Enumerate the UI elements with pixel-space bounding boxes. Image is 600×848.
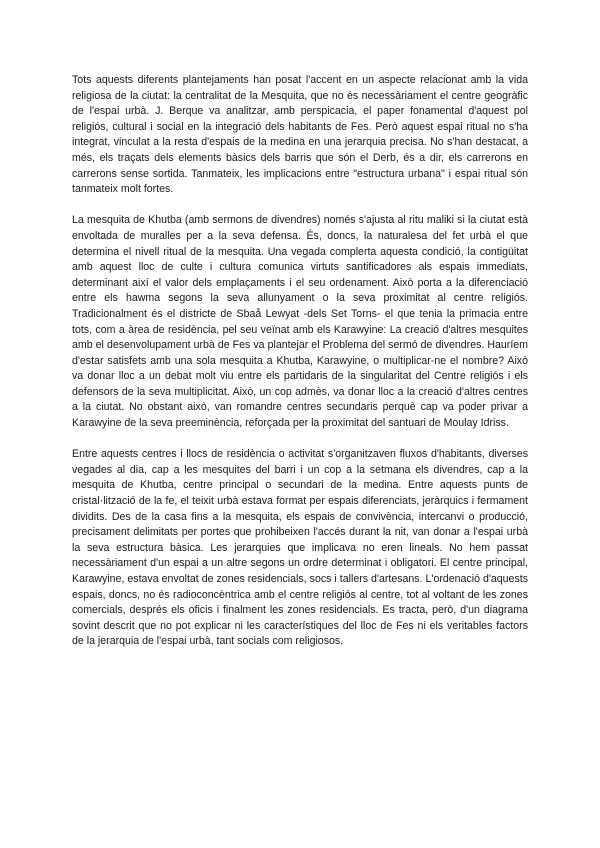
document-body [72,73,528,666]
paragraph-1: Tots aquests diferents plantejaments han posat l'accent en un aspecte relacionat amb la vida religiosa de la ciutat: la centralitat de la Mesquita, que no és necessàriament el centre geogràfic de l'espai urbà. J. Berque va analitzar, amb perspicacia, el paper fonamental d'aquest pol religiós, cultural i social en la integració dels habitants de Fes. Però aquest espai ritual no s'ha integrat, vinculat a la resta d'espais de la medina en una jerarquia precisa. No s'han destacat, a més, els traçats dels elements bàsics dels barris que són el Derb, és a dir, els carrerons en carrerons sense sortida. Tanmateix, les implicacions entre "estructura urbana" i espai ritual són tanmateix molt fortes. [72,74,528,196]
paragraph-3: Entre aquests centres i llocs de residència o activitat s'organitzaven fluxos d'habitants, diverses vegades al dia, cap a les mesquites del barri i un cop a la setmana els divendres, cap a la mesquita de Khutba, centre principal o secundari de la medina. Entre aquests punts de cristal·lització de la fe, el teixit urbà estava format per espais diferenciats, jeràrquics i fermament dividits. Des de la casa fins a la mesquita, els espais de convivència, intercanvi o producció, precisament delimitats per portes que prohibeixen l'accés durant la nit, van donar a l'espai urbà la seva estructura bàsica. Les jerarquies que implicava no eren lineals. No hem passat necessàriament d'un espai a un altre segons un ordre determinat i obligatori. El centre principal, Karawyine, estava envoltat de zones residencials, socs i tallers d'artesans. L'ordenació d'aquests espais, doncs, no és radioconcèntrica amb el centre religiós al centre, tot al voltant de les zones comercials, després els oficis i finalment les zones residencials. Es tracta, però, d'un diagrama sovint descrit que no pot explicar ni les característiques del lloc de Fes ni els veritables factors de la jerarquia de l'espai urbà, tant socials com religiosos. [72,448,528,648]
paragraph-2: La mesquita de Khutba (amb sermons de divendres) només s'ajusta al ritu maliki si la ciutat està envoltada de muralles per a la seva defensa. És, doncs, la naturalesa del fet urbà el que determina el nivell ritual de la mesquita. Una vegada complerta aquesta condició, la contigüitat amb aquest lloc de culte i cultura comunica virtuts santificadores als espais immediats, determinant així el valor dels emplaçaments i el seu ordenament. Això porta a la diferenciació entre els hawma segons la seva allunyament o la seva proximitat al centre religiós. Tradicionalment és el districte de Sbaå Lewyat -dels Set Torns- el que tenia la primacia entre tots, com a àrea de residència, pel seu veïnat amb els Karawyine: La creació d'altres mesquites amb el desenvolupament urbà de Fes va plantejar el Problema del sermó de divendres. Hauríem d'estar satisfets amb una sola mesquita a Khutba, Karawyine, o multiplicar-ne el nombre? Això va donar lloc a un debat molt viu entre els partidaris de la singularitat del Centre religiós i els defensors de la seva multiplicitat. Això, un cop admès, va donar lloc a la creació d'altres centres a la ciutat. No obstant això, van romandre centres secundaris perquè cap va poder privar a Karawyine de la seva preeminència, reforçada per la proximitat del santuari de Moulay Idriss. [72,214,528,430]
